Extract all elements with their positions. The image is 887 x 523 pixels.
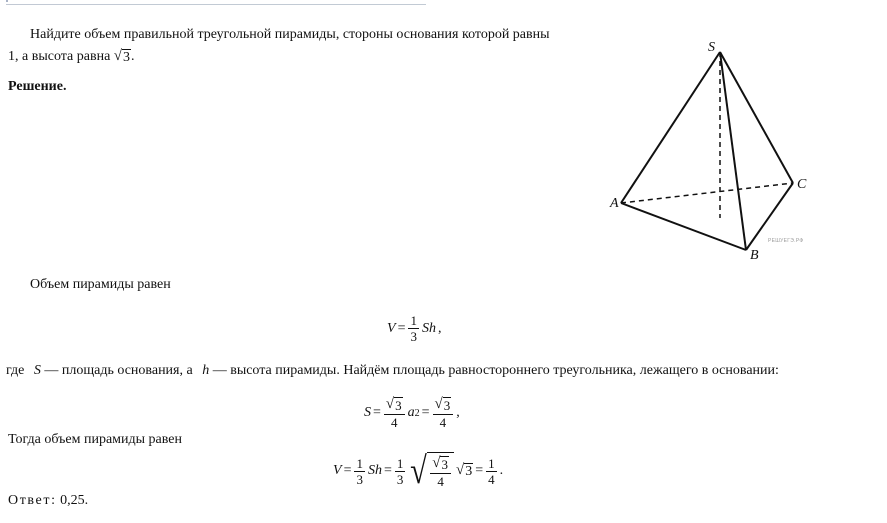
top-cropped-strip: [6, 0, 426, 5]
height-sqrt: √ 3: [113, 48, 131, 65]
vertex-b-label: B: [750, 248, 759, 263]
formula-volume: V = $\frac{1}{3}$ Sh ,: [387, 313, 442, 344]
problem-line-1: Найдите объем правильной треугольной пирамиды, стороны основания которой равны: [30, 27, 550, 42]
watermark: РЕШУЕГЭ.РФ: [768, 238, 804, 244]
vertex-s-label: S: [708, 40, 715, 55]
formula-final: V = $\frac{1}{3}$ Sh = $\frac{1}{3}$ √ √ 3 4 √ 3 = $\frac{1}{4}$ .: [333, 450, 504, 492]
pyramid-figure: [604, 36, 824, 266]
solution-heading: Решение.: [8, 79, 67, 94]
formula-area: S = √ 3 4 a 2 = √ 3 4 ,: [364, 396, 460, 430]
problem-statement: Найдите объем правильной треугольной пирамиды, стороны основания которой равны 1, а высота равна √ 3 .: [8, 27, 550, 65]
volume-intro: Объем пирамиды равен: [30, 277, 171, 292]
vertex-c-label: C: [797, 177, 807, 192]
then-text: Тогда объем пирамиды равен: [8, 432, 182, 447]
vertex-a-label: A: [610, 196, 619, 211]
answer-value: 0,25.: [60, 493, 89, 508]
explanation-text: где S — площадь основания, а h — высота пирамиды. Найдём площадь равностороннего треугольника, лежащего в основании:: [6, 363, 779, 378]
problem-line-2: 1, а высота равна: [8, 49, 111, 64]
answer-line: [8, 493, 88, 509]
answer-label: Ответ:: [8, 493, 57, 508]
